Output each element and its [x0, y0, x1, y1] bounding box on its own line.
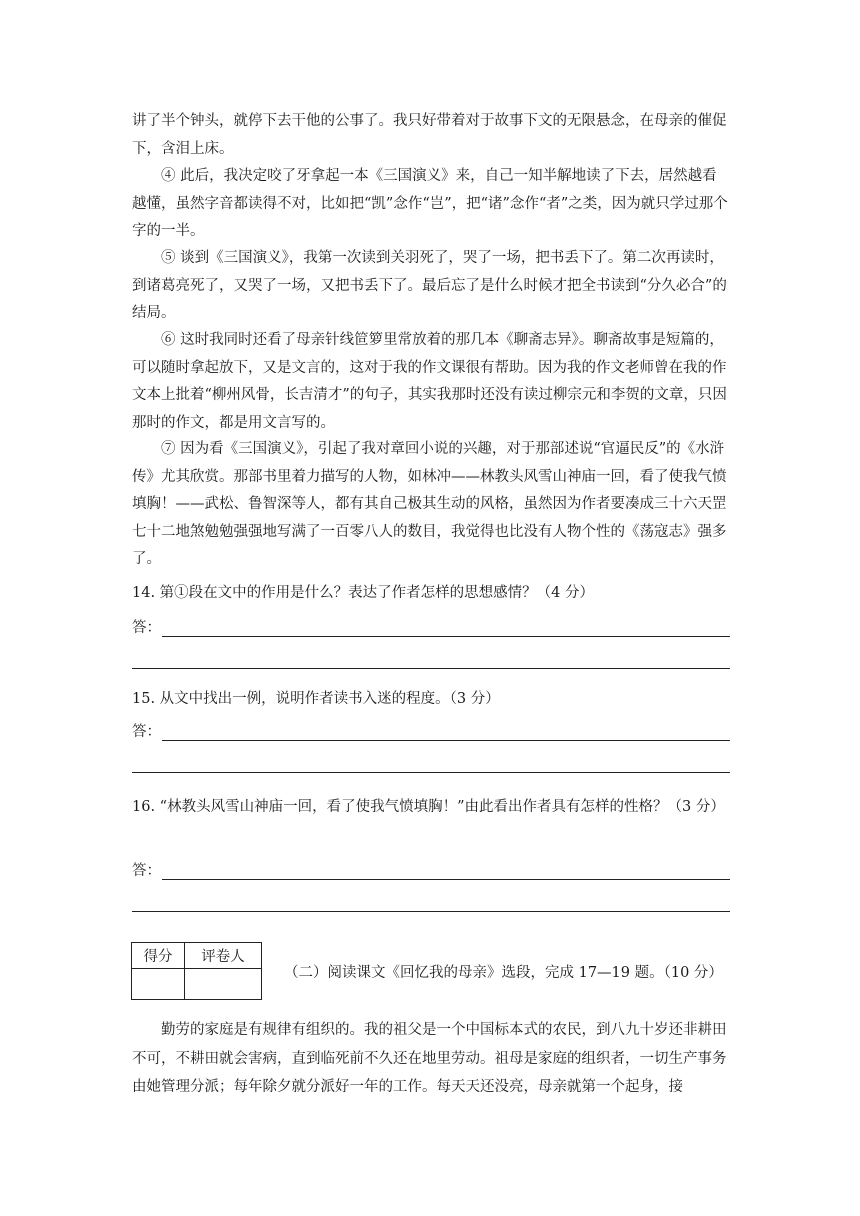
score-cell[interactable]	[132, 969, 185, 1000]
grader-cell[interactable]	[185, 969, 262, 1000]
question-14: 14. 第①段在文中的作用是什么？表达了作者怎样的思想感情？（4 分）	[132, 585, 595, 601]
score-box	[131, 942, 262, 1000]
answer-15-line-2[interactable]	[132, 772, 730, 773]
passage-paragraph-6: ⑥ 这时我同时还看了母亲针线笸箩里常放着的那几本《聊斋志异》。聊斋故事是短篇的，可以随时拿起放下，又是文言的，这对于我的作文课很有帮助。因为我的作文老师曾在我的作文本上批着“柳州风骨，长吉清才”的句子，其实我那时还没有读过柳宗元和李贺的文章，只因那时的作文，都是用文言写的。	[132, 332, 727, 431]
answer-underline	[162, 740, 730, 741]
passage-paragraph-5: ⑤ 谈到《三国演义》，我第一次读到关羽死了，哭了一场，把书丢下了。第二次再读时，到诸葛亮死了，又哭了一场，又把书丢下了。最后忘了是什么时候才把全书读到“分久必合”的结局。	[132, 250, 727, 321]
grader-header: 评卷人	[185, 943, 262, 969]
answer-label: 答：	[132, 724, 161, 740]
score-header: 得分	[132, 943, 185, 969]
answer-15-line-1[interactable]	[132, 721, 730, 743]
answer-16-line-1[interactable]	[132, 860, 730, 882]
passage-paragraph-7: ⑦ 因为看《三国演义》，引起了我对章回小说的兴趣，对于那部述说“官逼民反”的《水浒传》尤其欣赏。那部书里着力描写的人物，如林冲——林教头风雪山神庙一回，看了使我气愤填胸！——武松、鲁智深等人，都有其自己极其生动的风格，虽然因为作者要凑成三十六天罡七十二地煞勉勉强强地写满了一百零八人的数目，我觉得也比没有人物个性的《荡寇志》强多了。	[132, 441, 727, 567]
answer-14-line-1[interactable]	[132, 617, 730, 639]
answer-label: 答：	[132, 863, 161, 879]
answer-16-line-2[interactable]	[132, 911, 730, 912]
section-2-passage: 勤劳的家庭是有规律有组织的。我的祖父是一个中国标本式的农民，到八九十岁还非耕田不可，不耕田就会害病，直到临死前不久还在地里劳动。祖母是家庭的组织者，一切生产事务由她管理分派；每年除夕就分派好一年的工作。每天天还没亮，母亲就第一个起身，接	[132, 1022, 727, 1095]
passage-paragraph-4: ④ 此后，我决定咬了牙拿起一本《三国演义》来，自己一知半解地读了下去，居然越看越懂，虽然字音都读得不对，比如把“凯”念作“岂”，把“诸”念作“者”之类，因为就只学过那个字的一半。	[132, 168, 728, 239]
answer-underline	[162, 636, 730, 637]
answer-underline	[162, 879, 730, 880]
answer-14-line-2[interactable]	[132, 668, 730, 669]
passage-paragraph-continued: 讲了半个钟头，就停下去干他的公事了。我只好带着对于故事下文的无限悬念，在母亲的催促下，含泪上床。	[132, 113, 727, 157]
answer-label: 答：	[132, 620, 161, 636]
question-16: 16. “林教头风雪山神庙一回，看了使我气愤填胸！”由此看出作者具有怎样的性格？（3 分）	[132, 799, 725, 815]
section-2-heading: （二）阅读课文《回忆我的母亲》选段，完成 17—19 题。（10 分）	[284, 965, 723, 981]
question-15: 15. 从文中找出一例，说明作者读书入迷的程度。（3 分）	[132, 691, 500, 707]
